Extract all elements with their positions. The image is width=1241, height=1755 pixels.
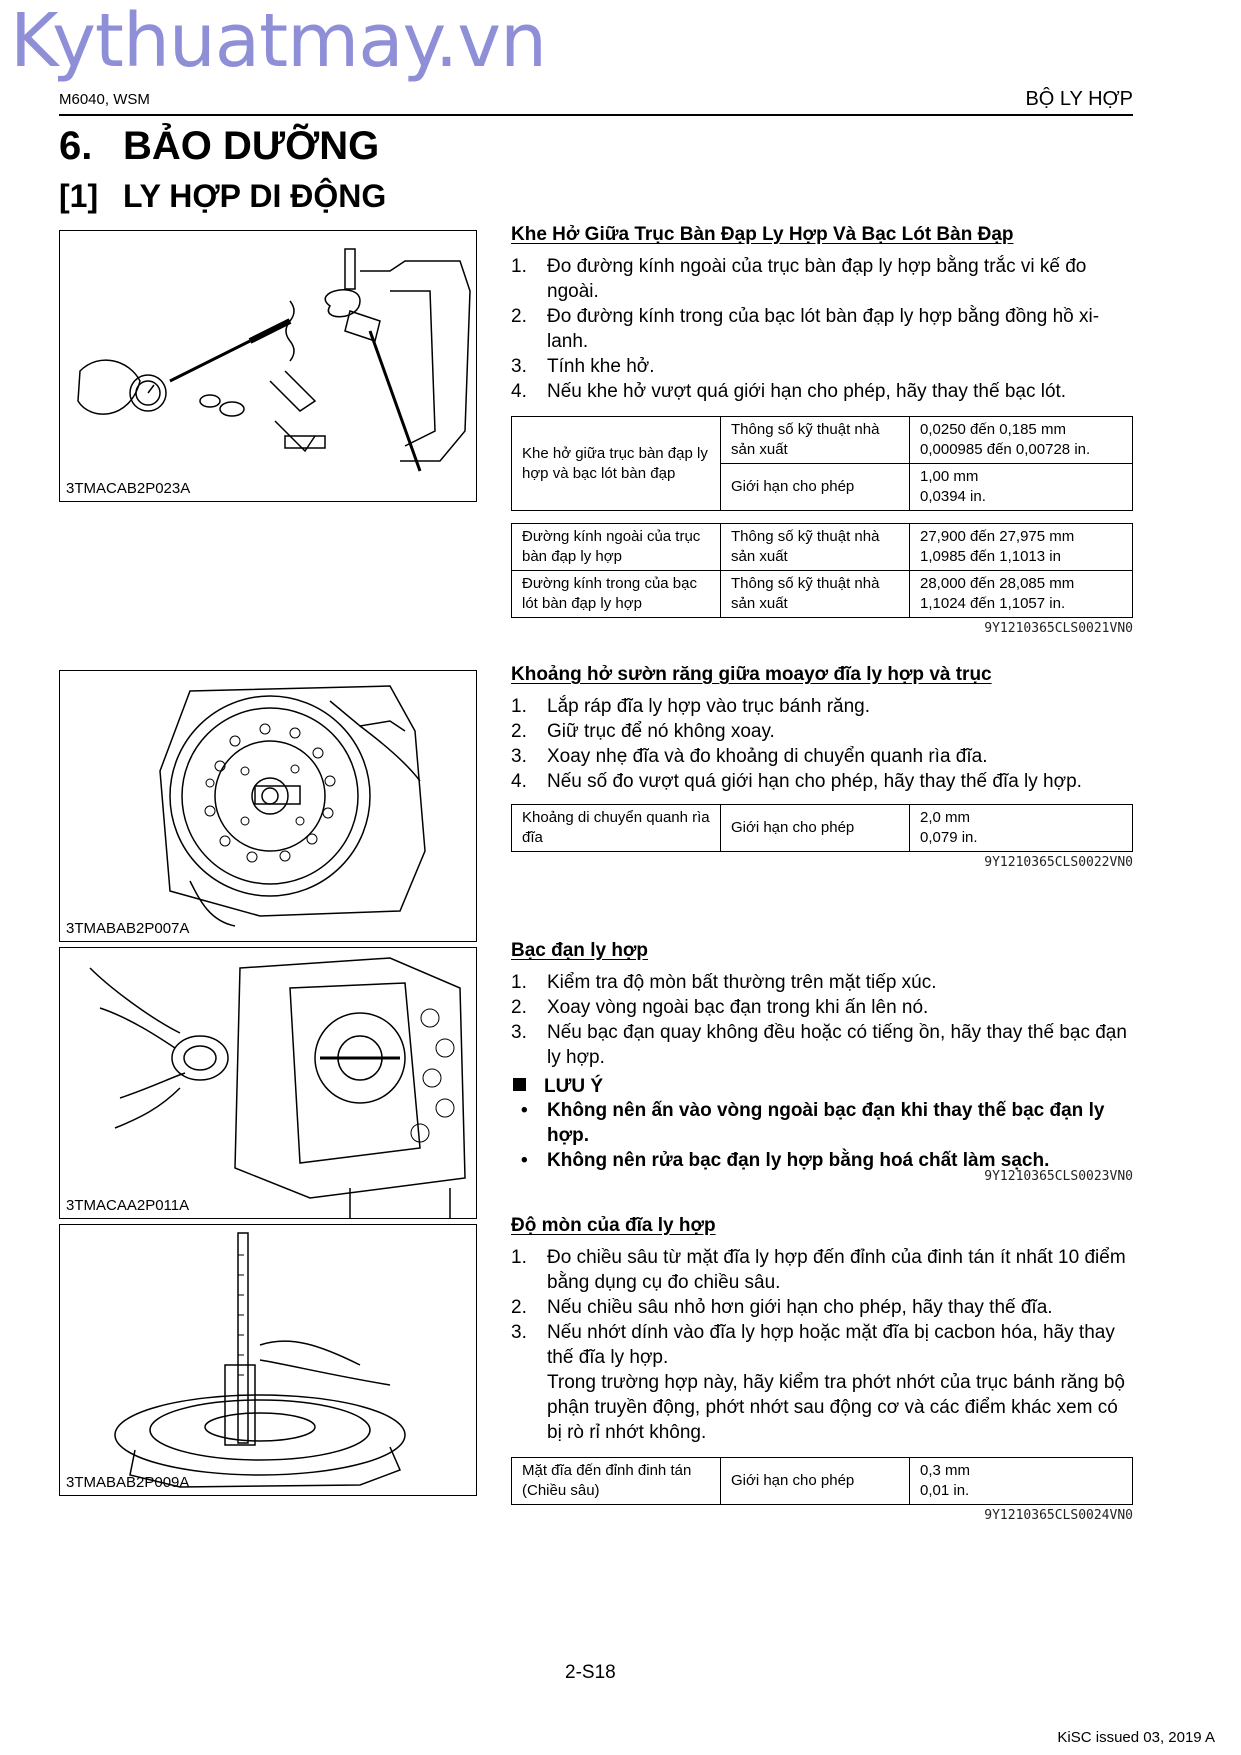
limit-value: 1,00 mm 0,0394 in.	[910, 464, 1133, 511]
note-square-icon	[513, 1078, 526, 1091]
issue-info: KiSC issued 03, 2019 A	[1057, 1729, 1215, 1746]
sec4-title: Độ mòn của đĩa ly hợp	[511, 1215, 716, 1236]
sec3-steps	[511, 970, 1133, 1070]
limit-label: Giới hạn cho phép	[721, 464, 910, 511]
step-item: 1. Lắp ráp đĩa ly hợp vào trục bánh răng.	[511, 696, 870, 717]
figure-disc-wear	[59, 1224, 477, 1496]
limit-label: Giới hạn cho phép	[721, 805, 910, 852]
step-item: 4. Nếu khe hở vượt quá giới hạn cho phép, hãy thay thế bạc lót.	[511, 381, 1067, 402]
limit-value: 0,3 mm 0,01 in.	[910, 1458, 1133, 1505]
subsection-heading	[59, 178, 386, 215]
depth-gauge-illustration	[60, 1225, 476, 1495]
bullet-icon: •	[521, 1150, 528, 1171]
reference-code: 9Y1210365CLS0024VN0	[984, 1508, 1133, 1523]
note-item: • Không nên ấn vào vòng ngoài bạc đạn khi thay thế bạc đạn ly hợp.	[521, 1100, 1105, 1146]
figure-caption: 3TMACAB2P023A	[66, 480, 191, 497]
bullet-icon: •	[521, 1100, 528, 1121]
section-number: 6.	[59, 124, 93, 168]
spec-value: 0,0250 đến 0,185 mm 0,000985 đến 0,00728 in.	[910, 417, 1133, 464]
backlash-spec-table	[511, 804, 1133, 852]
header-chapter: BỘ LY HỢP	[1025, 88, 1133, 110]
spec-item: Khoảng di chuyển quanh rìa đĩa	[512, 805, 721, 852]
clearance-spec-table	[511, 416, 1133, 511]
reference-code: 9Y1210365CLS0021VN0	[984, 621, 1133, 636]
note-item: • Không nên rửa bạc đạn ly hợp bằng hoá chất làm sạch.	[521, 1150, 1050, 1171]
wear-spec-table	[511, 1457, 1133, 1505]
header-model: M6040, WSM	[59, 91, 150, 108]
section-pedal-clearance	[511, 224, 1133, 636]
figure-caption: 3TMABAB2P009A	[66, 1474, 190, 1491]
spec-label: Thông số kỹ thuật nhà sản xuất	[721, 524, 910, 571]
spec-item: Mặt đĩa đến đỉnh đinh tán (Chiều sâu)	[512, 1458, 721, 1505]
sec2-title: Khoảng hở sườn răng giữa moayơ đĩa ly hợp và trục	[511, 664, 992, 685]
step-item: 2. Giữ trục để nó không xoay.	[511, 721, 775, 742]
section-heading	[59, 124, 379, 169]
pedal-shaft-illustration	[60, 231, 476, 501]
clutch-disc-illustration	[60, 671, 476, 941]
figure-clutch-disc-backlash	[59, 670, 477, 942]
section-title: BẢO DƯỠNG	[123, 124, 380, 168]
figure-release-bearing	[59, 947, 477, 1219]
bearing-illustration	[60, 948, 476, 1218]
step-item: 2. Xoay vòng ngoài bạc đạn trong khi ấn lên nó.	[511, 997, 929, 1018]
step-item: 3. Nếu bạc đạn quay không đều hoặc có tiếng ồn, hãy thay thế bạc đạn ly hợp.	[511, 1022, 1127, 1068]
spec-item: Khe hở giữa trục bàn đạp ly hợp và bạc lót bàn đạp	[512, 417, 721, 511]
step-item: 2. Nếu chiều sâu nhỏ hơn giới hạn cho phép, hãy thay thế đĩa.	[511, 1297, 1053, 1318]
note-heading: LƯU Ý	[511, 1076, 1133, 1098]
diameter-spec-table	[511, 523, 1133, 618]
step-item: 3. Tính khe hở.	[511, 356, 655, 377]
figure-pedal-measurement	[59, 230, 477, 502]
note-list	[511, 1098, 1133, 1173]
step-item: 1. Đo đường kính ngoài của trục bàn đạp ly hợp bằng trắc vi kế đo ngoài.	[511, 256, 1087, 302]
sec1-steps	[511, 254, 1133, 404]
page-number: 2-S18	[565, 1662, 616, 1683]
section-disc-backlash	[511, 664, 1133, 870]
reference-code: 9Y1210365CLS0023VN0	[984, 1169, 1133, 1184]
step-item: 4. Nếu số đo vượt quá giới hạn cho phép, hãy thay thế đĩa ly hợp.	[511, 771, 1082, 792]
sec2-steps	[511, 694, 1133, 794]
spec-value: 28,000 đến 28,085 mm 1,1024 đến 1,1057 in.	[910, 571, 1133, 618]
subsection-title: LY HỢP DI ĐỘNG	[123, 178, 387, 214]
section-release-bearing	[511, 940, 1133, 1184]
limit-label: Giới hạn cho phép	[721, 1458, 910, 1505]
subsection-number: [1]	[59, 178, 99, 214]
spec-label: Thông số kỹ thuật nhà sản xuất	[721, 571, 910, 618]
spec-item: Đường kính ngoài của trục bàn đạp ly hợp	[512, 524, 721, 571]
step-item: 1. Kiểm tra độ mòn bất thường trên mặt tiếp xúc.	[511, 972, 937, 993]
reference-code: 9Y1210365CLS0022VN0	[984, 855, 1133, 870]
limit-value: 2,0 mm 0,079 in.	[910, 805, 1133, 852]
spec-item: Đường kính trong của bạc lót bàn đạp ly hợp	[512, 571, 721, 618]
sec3-title: Bạc đạn ly hợp	[511, 940, 649, 961]
sec4-steps	[511, 1245, 1133, 1445]
watermark-text: Kythuatmay.vn	[10, 0, 547, 84]
sec1-title: Khe Hở Giữa Trục Bàn Đạp Ly Hợp Và Bạc Lót Bàn Đạp	[511, 224, 1014, 245]
figure-caption: 3TMACAA2P011A	[66, 1197, 190, 1214]
step-item: 1. Đo chiều sâu từ mặt đĩa ly hợp đến đỉnh của đinh tán ít nhất 10 điểm bằng dụng cụ đo chiều sâu.	[511, 1247, 1126, 1293]
header-divider	[59, 114, 1133, 116]
step-item: 3. Nếu nhớt dính vào đĩa ly hợp hoặc mặt đĩa bị cacbon hóa, hãy thay thế đĩa ly hợp. Trong trường hợp này, hãy kiểm tra phớt nhớt của trục bánh răng bộ phận truyền động, phớt nhớt sau động cơ và các điểm khác xem có bị rò rỉ nhớt không.	[511, 1322, 1125, 1443]
spec-label: Thông số kỹ thuật nhà sản xuất	[721, 417, 910, 464]
step-item: 3. Xoay nhẹ đĩa và đo khoảng di chuyển quanh rìa đĩa.	[511, 746, 988, 767]
step-item: 2. Đo đường kính trong của bạc lót bàn đạp ly hợp bằng đồng hồ xi-lanh.	[511, 306, 1100, 352]
spec-value: 27,900 đến 27,975 mm 1,0985 đến 1,1013 in	[910, 524, 1133, 571]
figure-caption: 3TMABAB2P007A	[66, 920, 190, 937]
section-disc-wear	[511, 1215, 1133, 1523]
